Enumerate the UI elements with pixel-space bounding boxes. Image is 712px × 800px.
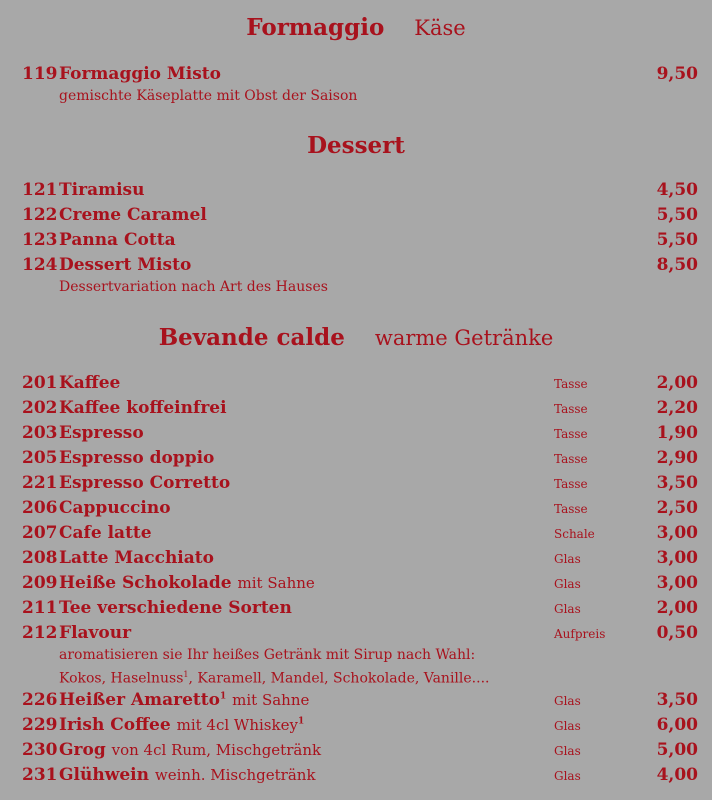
- section-title-main: Dessert: [307, 132, 405, 159]
- flavour-desc-part: Kokos, Haselnuss: [59, 670, 184, 687]
- item-number: 209: [22, 573, 58, 593]
- menu-item-205: [22, 448, 698, 470]
- item-name: Creme Caramel: [59, 205, 207, 225]
- menu-item-231: [22, 765, 698, 787]
- item-unit: Glas: [554, 744, 581, 758]
- item-price: 2,00: [656, 373, 698, 393]
- item-name: Tee verschiedene Sorten: [59, 598, 292, 618]
- item-unit: Tasse: [554, 502, 588, 516]
- item-description: gemischte Käseplatte mit Obst der Saison: [59, 88, 358, 104]
- item-price: 6,00: [656, 715, 698, 735]
- item-price: 2,20: [656, 398, 698, 418]
- menu-item-119: [22, 64, 698, 86]
- menu-item-124: [22, 255, 698, 277]
- item-number: 205: [22, 448, 58, 468]
- menu-item-221: [22, 473, 698, 495]
- item-price: 4,50: [656, 180, 698, 200]
- item-unit: Schale: [554, 527, 595, 541]
- flavour-desc-line2: [59, 665, 489, 689]
- menu-item-208: [22, 548, 698, 570]
- item-number: 207: [22, 523, 58, 543]
- item-name: Tiramisu: [59, 180, 145, 200]
- item-extra: mit Sahne: [232, 691, 310, 709]
- menu-item-203: [22, 423, 698, 445]
- item-number: 229: [22, 715, 58, 735]
- menu-item-229: [22, 715, 698, 737]
- menu-item-201: [22, 373, 698, 395]
- item-name-text: Irish Coffee: [59, 715, 171, 735]
- section-title-main: Formaggio: [246, 14, 385, 41]
- item-name: Formaggio Misto: [59, 64, 221, 84]
- item-price: 0,50: [656, 623, 698, 643]
- section-title-sub: warme Getränke: [374, 326, 554, 350]
- menu-item-211: [22, 598, 698, 620]
- item-number: 226: [22, 690, 58, 710]
- item-extra: weinh. Mischgetränk: [154, 766, 316, 784]
- item-name-text: Heißer Amaretto: [59, 690, 220, 710]
- footnote-marker: 1: [219, 691, 227, 702]
- item-unit: Tasse: [554, 452, 588, 466]
- item-name: Espresso Corretto: [59, 473, 231, 493]
- item-name: Kaffee koffeinfrei: [59, 398, 227, 418]
- item-unit: Tasse: [554, 377, 588, 391]
- footnote-marker: 1: [183, 670, 189, 679]
- section-title-main: Bevande calde: [158, 324, 345, 351]
- item-number: 212: [22, 623, 58, 643]
- item-number: 221: [22, 473, 58, 493]
- item-name: Espresso doppio: [59, 448, 215, 468]
- section-title-formaggio: [0, 14, 712, 41]
- item-price: 5,50: [656, 205, 698, 225]
- item-unit: Tasse: [554, 427, 588, 441]
- item-number: 119: [22, 64, 58, 84]
- item-name: Flavour: [59, 623, 132, 643]
- item-name-text: Grog: [59, 740, 106, 760]
- item-number: 122: [22, 205, 58, 225]
- item-name: Espresso: [59, 423, 144, 443]
- section-title-bevande: [0, 324, 712, 351]
- item-unit: Tasse: [554, 402, 588, 416]
- item-unit: Tasse: [554, 477, 588, 491]
- item-name: Cafe latte: [59, 523, 152, 543]
- item-name: [59, 573, 315, 593]
- item-price: 3,50: [656, 690, 698, 710]
- menu-item-226: [22, 690, 698, 712]
- item-description: Dessertvariation nach Art des Hauses: [59, 279, 328, 295]
- item-price: 3,50: [656, 473, 698, 493]
- item-unit: Glas: [554, 602, 581, 616]
- item-number: 206: [22, 498, 58, 518]
- menu-item-206: [22, 498, 698, 520]
- item-unit: Aufpreis: [554, 627, 606, 641]
- item-unit: Glas: [554, 694, 581, 708]
- flavour-desc-part: , Karamell, Mandel, Schokolade, Vanille....: [188, 670, 490, 687]
- item-number: 211: [22, 598, 58, 618]
- item-price: 1,90: [656, 423, 698, 443]
- menu-item-121: [22, 180, 698, 202]
- item-price: 4,00: [656, 765, 698, 785]
- menu-item-230: [22, 740, 698, 762]
- item-name-text: Heiße Schokolade: [59, 573, 232, 593]
- item-unit: Glas: [554, 769, 581, 783]
- item-name: Latte Macchiato: [59, 548, 214, 568]
- item-number: 208: [22, 548, 58, 568]
- item-unit: Glas: [554, 552, 581, 566]
- item-extra: mit Sahne: [237, 574, 315, 592]
- flavour-description: [59, 645, 489, 689]
- item-number: 121: [22, 180, 58, 200]
- item-name: Panna Cotta: [59, 230, 176, 250]
- menu-item-202: [22, 398, 698, 420]
- menu-item-209: [22, 573, 698, 595]
- item-number: 124: [22, 255, 58, 275]
- item-unit: Glas: [554, 719, 581, 733]
- item-name: [59, 765, 316, 785]
- item-price: 3,00: [656, 548, 698, 568]
- item-price: 3,00: [656, 573, 698, 593]
- item-name: Cappuccino: [59, 498, 171, 518]
- item-price: 2,00: [656, 598, 698, 618]
- menu-item-123: [22, 230, 698, 252]
- menu-item-212: [22, 623, 698, 645]
- item-number: 202: [22, 398, 58, 418]
- footnote-marker: 1: [297, 716, 305, 727]
- item-price: 3,00: [656, 523, 698, 543]
- item-name: [59, 690, 309, 710]
- section-title-sub: Käse: [414, 16, 466, 40]
- item-name: [59, 740, 321, 760]
- item-extra: von 4cl Rum, Mischgetränk: [111, 741, 322, 759]
- item-number: 123: [22, 230, 58, 250]
- item-number: 201: [22, 373, 58, 393]
- item-unit: Glas: [554, 577, 581, 591]
- item-number: 203: [22, 423, 58, 443]
- item-name: Dessert Misto: [59, 255, 192, 275]
- item-price: 9,50: [656, 64, 698, 84]
- section-title-dessert: [0, 132, 712, 159]
- menu-item-207: [22, 523, 698, 545]
- item-number: 231: [22, 765, 58, 785]
- item-name-text: Glühwein: [59, 765, 149, 785]
- item-price: 8,50: [656, 255, 698, 275]
- menu-item-122: [22, 205, 698, 227]
- item-price: 2,90: [656, 448, 698, 468]
- flavour-desc-line1: aromatisieren sie Ihr heißes Getränk mit Sirup nach Wahl:: [59, 647, 476, 663]
- item-price: 5,00: [656, 740, 698, 760]
- item-name: [59, 715, 304, 735]
- item-extra: mit 4cl Whiskey: [176, 716, 298, 734]
- item-price: 5,50: [656, 230, 698, 250]
- item-number: 230: [22, 740, 58, 760]
- item-price: 2,50: [656, 498, 698, 518]
- item-name: Kaffee: [59, 373, 121, 393]
